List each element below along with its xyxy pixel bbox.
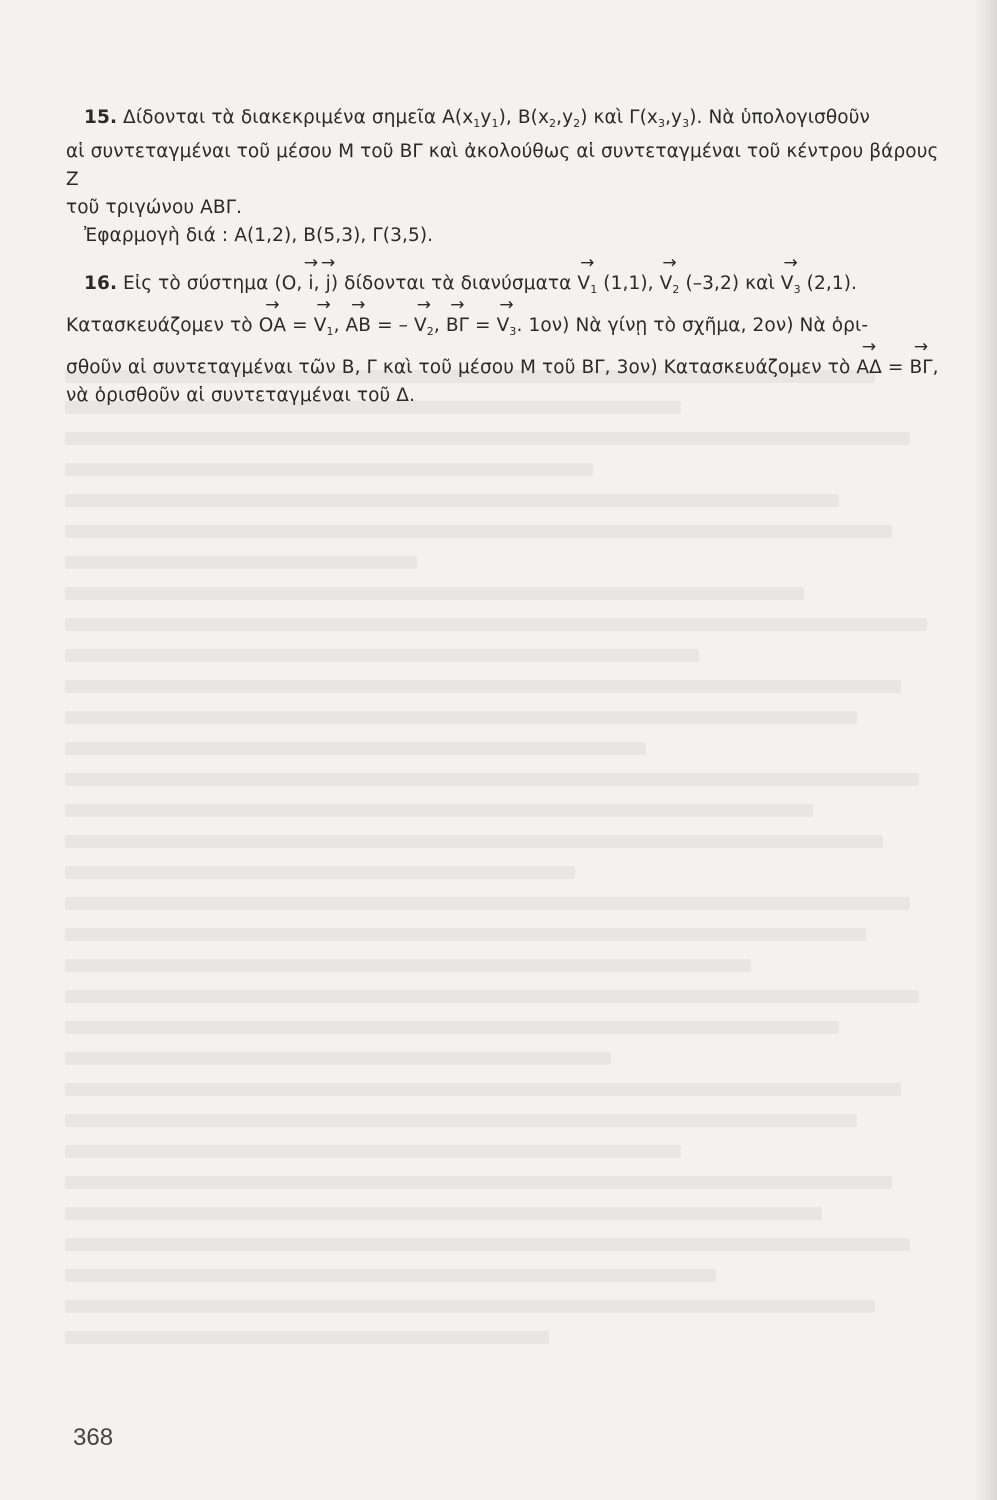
subscript: 3 bbox=[682, 117, 690, 130]
subscript: 2 bbox=[573, 117, 581, 130]
vector-ab: → ΑΒ bbox=[346, 312, 372, 340]
text-span: = bbox=[881, 357, 910, 378]
problem-15-line-1 bbox=[66, 104, 946, 138]
problem-15-number: 15. bbox=[84, 107, 118, 128]
text-span: ) καὶ Γ(x bbox=[580, 107, 658, 128]
vector-letter: V bbox=[780, 273, 794, 294]
vector-bg: → ΒΓ bbox=[446, 312, 469, 340]
vector-v3 bbox=[781, 270, 801, 304]
problem-16-number: 16. bbox=[84, 273, 118, 294]
problem-15 bbox=[66, 104, 946, 250]
subscript: 2 bbox=[426, 325, 434, 338]
text-span: Κατασκευάζομεν τὸ bbox=[66, 315, 259, 336]
subscript: 3 bbox=[509, 325, 517, 338]
text-span: = bbox=[469, 315, 497, 336]
text-span: y bbox=[480, 107, 492, 128]
vector-letter: V bbox=[496, 315, 510, 336]
problem-16-line-4: νὰ ὁρισθοῦν αἱ συντεταγμέναι τοῦ Δ. bbox=[66, 385, 416, 406]
vector-letter: V bbox=[577, 273, 591, 294]
page-edge-shadow bbox=[975, 0, 997, 1500]
text-span: , bbox=[333, 315, 346, 336]
text-span: σθοῦν αἱ συντεταγμέναι τῶν Β, Γ καὶ τοῦ μέσου Μ τοῦ ΒΓ, 3ον) Κατασκευάζομεν τὸ bbox=[66, 357, 857, 378]
text-span: Εἰς τὸ σύστημα (Ο, bbox=[117, 273, 309, 294]
text-span: = – bbox=[371, 315, 414, 336]
subscript: 1 bbox=[473, 117, 481, 130]
text-span: ) δίδονται τὰ διανύσματα bbox=[330, 273, 578, 294]
problem-15-line-4: Ἐφαρμογὴ διά : Α(1,2), Β(5,3), Γ(3,5). bbox=[84, 225, 434, 246]
vector-v3-b bbox=[497, 312, 517, 346]
problem-16-line-2 bbox=[66, 312, 946, 346]
vector-oa: → ΟΑ bbox=[259, 312, 286, 340]
page-content bbox=[66, 104, 946, 412]
problem-15-line-2: αἱ συντεταγμέναι τοῦ μέσου Μ τοῦ ΒΓ καὶ ἀκολούθως αἱ συντεταγμέναι τοῦ κέντρου βάρους Ζ bbox=[66, 141, 939, 190]
text-span: , bbox=[433, 315, 446, 336]
text-span: = bbox=[286, 315, 314, 336]
subscript: 3 bbox=[793, 283, 801, 296]
text-span: ), B(x bbox=[498, 107, 549, 128]
subscript: 3 bbox=[657, 117, 666, 130]
text-span: ,y bbox=[556, 107, 574, 128]
text-span: Δίδονται τὰ διακεκριμένα σημεῖα A(x bbox=[117, 107, 474, 128]
subscript: 1 bbox=[491, 117, 499, 130]
vector-i: → i bbox=[308, 270, 313, 298]
vector-letter: V bbox=[313, 315, 327, 336]
text-span: (1,1), bbox=[597, 273, 660, 294]
page-number: 368 bbox=[73, 1424, 114, 1451]
subscript: 1 bbox=[590, 283, 598, 296]
vector-v2-b bbox=[414, 312, 434, 346]
problem-16-line-3 bbox=[66, 354, 946, 382]
vector-v2 bbox=[660, 270, 680, 304]
subscript: 2 bbox=[672, 283, 680, 296]
text-span: , bbox=[313, 273, 326, 294]
vector-v1 bbox=[577, 270, 597, 304]
vector-letter: V bbox=[414, 315, 427, 336]
vector-ad: → ΑΔ bbox=[856, 354, 882, 382]
text-span: ). Νὰ ὑπολογισθοῦν bbox=[689, 107, 870, 128]
text-span: , bbox=[932, 357, 939, 378]
vector-j: → j bbox=[326, 270, 331, 298]
problem-15-line-3: τοῦ τριγώνου ΑΒΓ. bbox=[66, 197, 243, 218]
problem-16 bbox=[66, 270, 946, 410]
vector-v1-b bbox=[314, 312, 334, 346]
bleed-through-text bbox=[65, 370, 945, 1390]
text-span: (–3,2) καὶ bbox=[679, 273, 781, 294]
vector-letter: V bbox=[659, 273, 673, 294]
text-span: . 1ον) Νὰ γίνῃ τὸ σχῆμα, 2ον) Νὰ ὁρι- bbox=[516, 315, 869, 336]
subscript: 2 bbox=[549, 117, 557, 130]
text-span: (2,1). bbox=[800, 273, 857, 294]
subscript: 1 bbox=[326, 325, 334, 338]
vector-bg-c: → ΒΓ bbox=[909, 354, 932, 382]
text-span: ,y bbox=[665, 107, 683, 128]
